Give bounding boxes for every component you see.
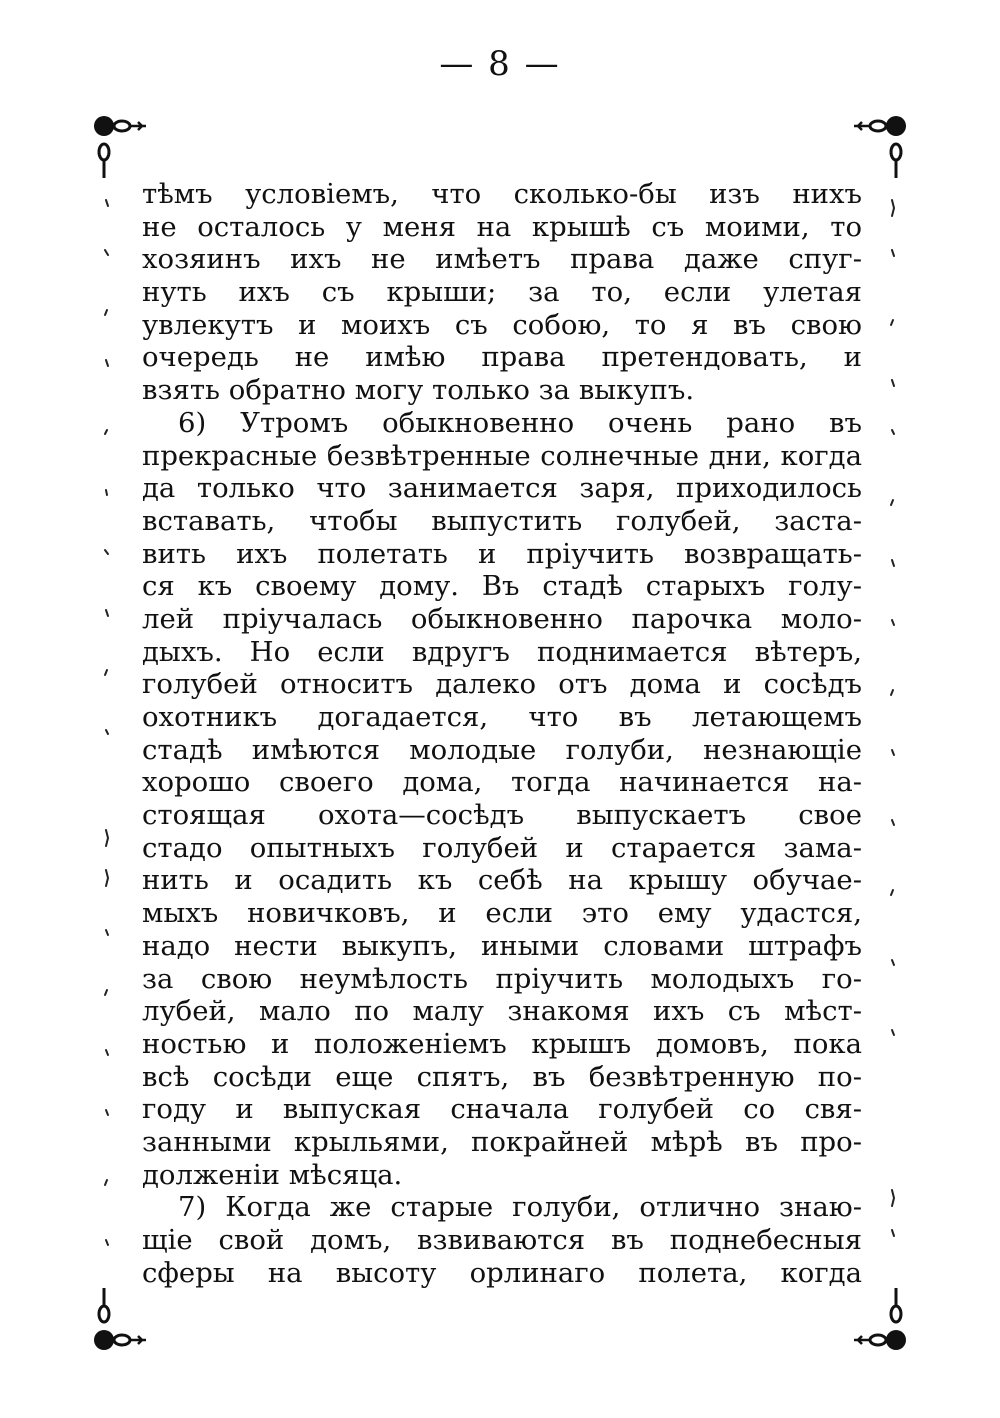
text-line: мыхъ новичковъ, и если это ему удастся, <box>142 897 862 930</box>
text-line: ся къ своему дому. Въ стадѣ старыхъ голу- <box>142 570 862 603</box>
flourish-corner-icon <box>828 1284 908 1354</box>
flourish-corner-icon <box>92 112 172 182</box>
text-line: вставать, чтобы выпустить голубей, заста- <box>142 504 862 537</box>
text-line: стадо опытныхъ голубей и старается зама- <box>142 831 862 864</box>
text-line: нить и осадить къ себѣ на крышу обучае- <box>142 864 862 897</box>
text-line: нуть ихъ съ крыши; за то, если улетая <box>142 276 862 309</box>
text-line: хорошо своего дома, тогда начинается на- <box>142 766 862 799</box>
body-text <box>142 178 862 1289</box>
text-line: году и выпуская сначала голубей со свя- <box>142 1093 862 1126</box>
text-line: увлекутъ и моихъ съ собою, то я въ свою <box>142 308 862 341</box>
flourish-corner-icon <box>828 112 908 182</box>
text-line: 6) Утромъ обыкновенно очень рано въ <box>178 406 862 439</box>
dotted-border-icon <box>100 190 114 1270</box>
text-line: да только что занимается заря, приходилось <box>142 472 862 505</box>
text-line: вить ихъ полетать и пріучить возвращать- <box>142 537 862 570</box>
text-line: сферы на высоту орлинаго полета, когда <box>142 1256 862 1289</box>
text-line: долженіи мѣсяца. <box>142 1158 403 1191</box>
text-line: дыхъ. Но если вдругъ поднимается вѣтеръ, <box>142 635 862 668</box>
text-line: 7) Когда же старые голуби, отлично знаю- <box>178 1191 862 1224</box>
page-number: — 8 — <box>439 44 561 84</box>
text-line: взять обратно могу только за выкупъ. <box>142 374 695 407</box>
text-line: голубей относитъ далеко отъ дома и сосѣдъ <box>142 668 862 701</box>
text-line: всѣ сосѣди еще спятъ, въ безвѣтренную по- <box>142 1060 862 1093</box>
text-line: очередь не имѣю права претендовать, и <box>142 341 862 374</box>
text-line: стадѣ имѣются молодые голуби, незнающіе <box>142 733 862 766</box>
text-line: лубей, мало по малу знакомя ихъ съ мѣст- <box>142 995 862 1028</box>
text-line: не осталось у меня на крышѣ съ моими, то <box>142 210 862 243</box>
text-line: хозяинъ ихъ не имѣетъ права даже спуг- <box>142 243 862 276</box>
text-line: надо нести выкупъ, иными словами штрафъ <box>142 929 862 962</box>
text-line: щіе свой домъ, взвиваются въ поднебесныя <box>142 1224 862 1256</box>
text-line: лей пріучалась обыкновенно парочка моло- <box>142 602 862 635</box>
text-line: стоящая охота—сосѣдъ выпускаетъ свое <box>142 799 862 832</box>
text-line: ностью и положеніемъ крышъ домовъ, пока <box>142 1027 862 1060</box>
dotted-border-icon <box>886 190 900 1270</box>
text-line: охотникъ догадается, что въ летающемъ <box>142 701 862 733</box>
text-line: прекрасные безвѣтренные солнечные дни, когда <box>142 439 862 472</box>
text-line: занными крыльями, покрайней мѣрѣ въ про- <box>142 1125 862 1158</box>
text-line: за свою неумѣлость пріучить молодыхъ го- <box>142 962 862 995</box>
text-line: тѣмъ условіемъ, что сколько-бы изъ нихъ <box>142 178 862 210</box>
flourish-corner-icon <box>92 1284 172 1354</box>
